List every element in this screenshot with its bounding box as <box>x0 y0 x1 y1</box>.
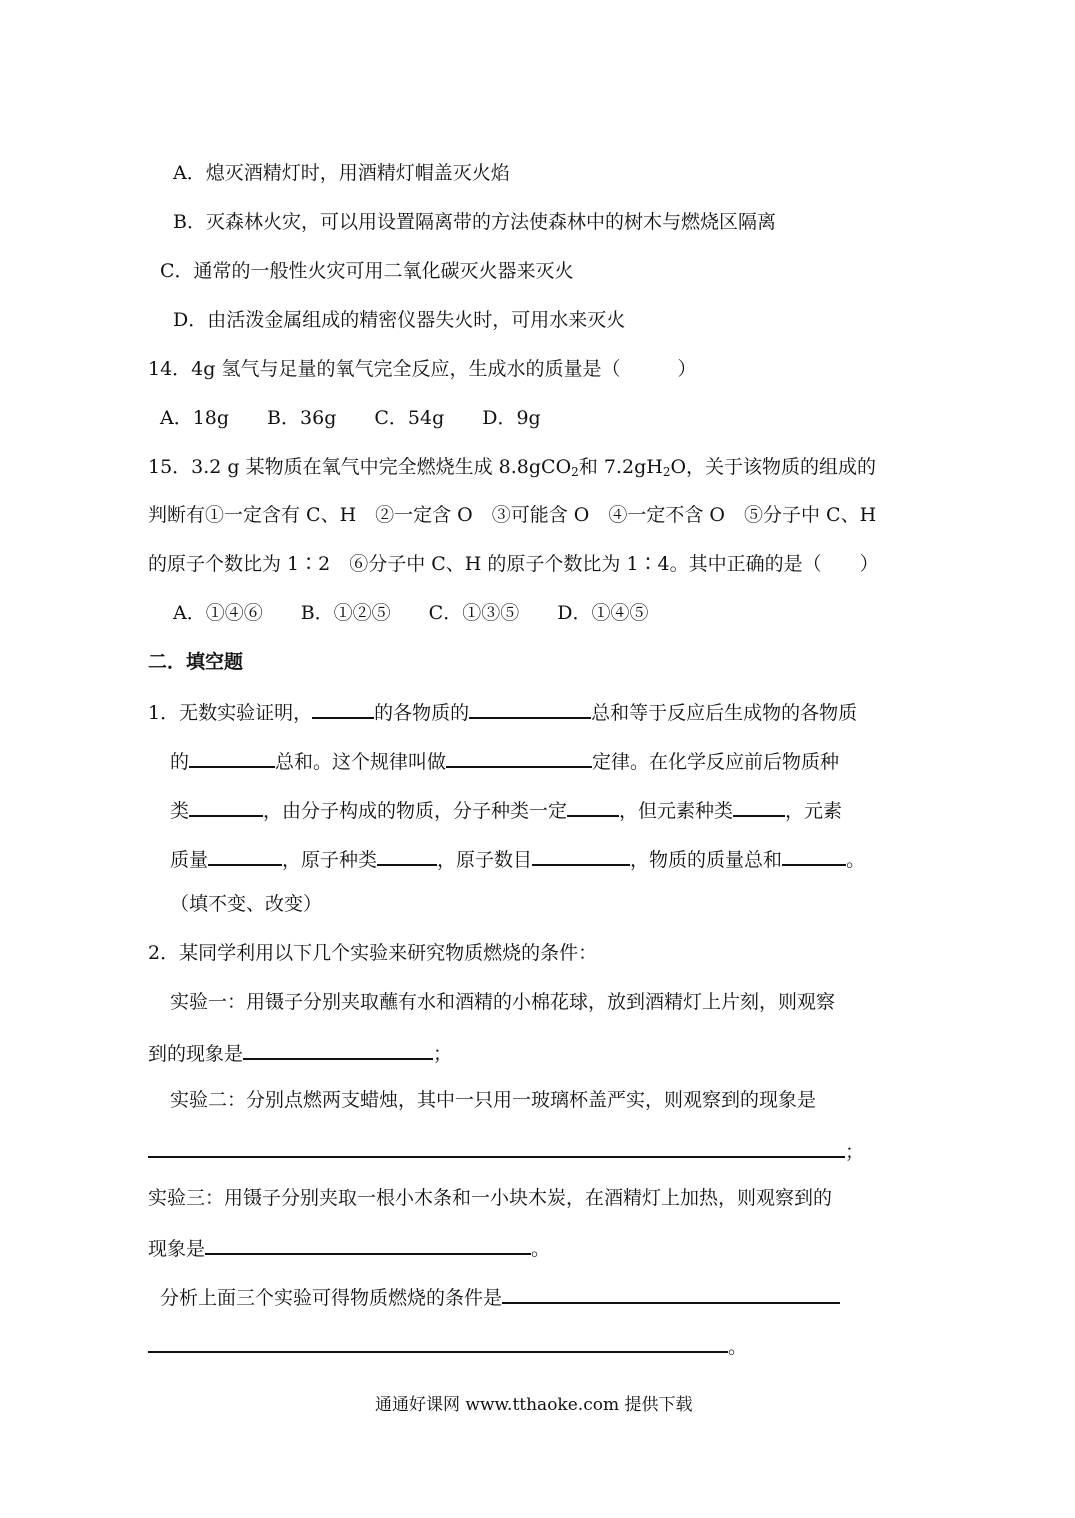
q15-line2: 判断有①一定含有 C、H ②一定含 O ③可能含 O ④一定不含 O ⑤分子中 C、H <box>148 504 877 526</box>
q15-line1-a: 15．3.2 g 某物质在氧气中完全燃烧生成 8.8gCO <box>148 456 572 478</box>
q14-options: A．18g B．36g C．54g D．9g <box>160 407 541 429</box>
fill1-l3-b: ，由分子构成的物质，分子种类一定 <box>263 800 568 822</box>
section-title: 二．填空题 <box>148 651 244 673</box>
fill2-analysis: 分析上面三个实验可得物质燃烧的条件是 <box>160 1287 503 1309</box>
q15-line1-b: 和 7.2gH <box>578 456 663 478</box>
fill2-exp3-end: 。 <box>531 1238 551 1260</box>
q13-option-b: B．灭森林火灾，可以用设置隔离带的方法使森林中的树木与燃烧区隔离 <box>173 211 776 233</box>
fill1-line2 <box>170 746 839 775</box>
q15-sub1: 2 <box>571 465 579 479</box>
q13-option-d: D．由活泼金属组成的精密仪器失火时，可用水来灭火 <box>173 309 626 331</box>
q15-line1 <box>148 454 876 485</box>
fill2-exp3-line2 <box>148 1233 550 1262</box>
answer-blank[interactable] <box>148 1331 728 1353</box>
fill1-l4-b: ，原子种类 <box>282 849 378 871</box>
fill2-analysis-end: 。 <box>728 1336 748 1358</box>
answer-blank[interactable] <box>208 844 282 866</box>
fill2-exp1-b: 到的现象是 <box>148 1043 244 1065</box>
answer-blank[interactable] <box>782 844 846 866</box>
fill2-exp2-end: ； <box>845 1141 865 1163</box>
fill2-analysis-line1 <box>160 1282 840 1311</box>
answer-blank[interactable] <box>312 697 374 719</box>
fill2-exp3-line1: 实验三：用镊子分别夹取一根小木条和一小块木炭，在酒精灯上加热，则观察到的 <box>148 1187 833 1209</box>
fill1-l3-a: 类 <box>170 800 190 822</box>
answer-blank[interactable] <box>189 795 263 817</box>
q15-options: A．①④⑥ B．①②⑤ C．①③⑤ D．①④⑤ <box>173 602 649 624</box>
fill1-l4-c: ，原子数目 <box>437 849 533 871</box>
fill2-exp3-b: 现象是 <box>148 1238 206 1260</box>
fill1-l2-a: 的 <box>170 751 190 773</box>
fill1-l1-a: 1．无数实验证明， <box>148 702 313 724</box>
q15-sub2: 2 <box>662 465 671 479</box>
q13-option-c: C．通常的一般性火灾可用二氧化碳灭火器来灭火 <box>160 260 574 282</box>
answer-blank[interactable] <box>733 795 785 817</box>
fill1-line1 <box>148 697 857 726</box>
answer-blank[interactable] <box>377 844 437 866</box>
fill2-intro: 2．某同学利用以下几个实验来研究物质燃烧的条件： <box>148 942 598 964</box>
fill1-line4 <box>170 844 865 873</box>
fill1-l3-c: ，但元素种类 <box>619 800 734 822</box>
q15-line3: 的原子个数比为 1∶2 ⑥分子中 C、H 的原子个数比为 1∶4。其中正确的是（ ） <box>148 553 879 575</box>
fill2-exp1-line2 <box>148 1038 452 1067</box>
q13-option-a: A．熄灭酒精灯时，用酒精灯帽盖灭火焰 <box>173 162 510 184</box>
answer-blank[interactable] <box>189 746 275 768</box>
fill1-l2-c: 定律。在化学反应前后物质种 <box>592 751 840 773</box>
answer-blank[interactable] <box>446 746 592 768</box>
answer-blank[interactable] <box>243 1038 433 1060</box>
fill1-line3 <box>170 795 842 824</box>
q14-stem: 14．4g 氢气与足量的氧气完全反应，生成水的质量是（ ） <box>148 358 697 380</box>
fill1-l1-b: 的各物质的 <box>374 702 470 724</box>
fill1-l2-b: 总和。这个规律叫做 <box>275 751 447 773</box>
q15-line1-c: O，关于该物质的组成的 <box>670 456 877 478</box>
fill2-exp1-end: ； <box>433 1043 453 1065</box>
fill1-l4-a: 质量 <box>170 849 209 871</box>
fill1-l3-d: ，元素 <box>785 800 843 822</box>
fill1-l1-c: 总和等于反应后生成物的各物质 <box>591 702 858 724</box>
fill2-exp2-line1: 实验二：分别点燃两支蜡烛，其中一只用一玻璃杯盖严实，则观察到的现象是 <box>170 1089 817 1111</box>
fill2-exp1-line1: 实验一：用镊子分别夹取蘸有水和酒精的小棉花球，放到酒精灯上片刻，则观察 <box>170 991 836 1013</box>
fill2-exp2-line2 <box>148 1136 864 1165</box>
fill1-l4-e: 。 <box>846 849 866 871</box>
answer-blank[interactable] <box>567 795 619 817</box>
answer-blank[interactable] <box>148 1136 845 1158</box>
fill1-l4-d: ，物质的质量总和 <box>630 849 783 871</box>
page-footer: 通通好课网 www.tthaoke.com 提供下载 <box>375 1395 693 1415</box>
answer-blank[interactable] <box>469 697 591 719</box>
fill1-line5: （填不变、改变） <box>170 893 323 915</box>
fill2-analysis-line2 <box>148 1331 747 1360</box>
answer-blank[interactable] <box>502 1282 840 1304</box>
answer-blank[interactable] <box>205 1233 531 1255</box>
answer-blank[interactable] <box>532 844 630 866</box>
